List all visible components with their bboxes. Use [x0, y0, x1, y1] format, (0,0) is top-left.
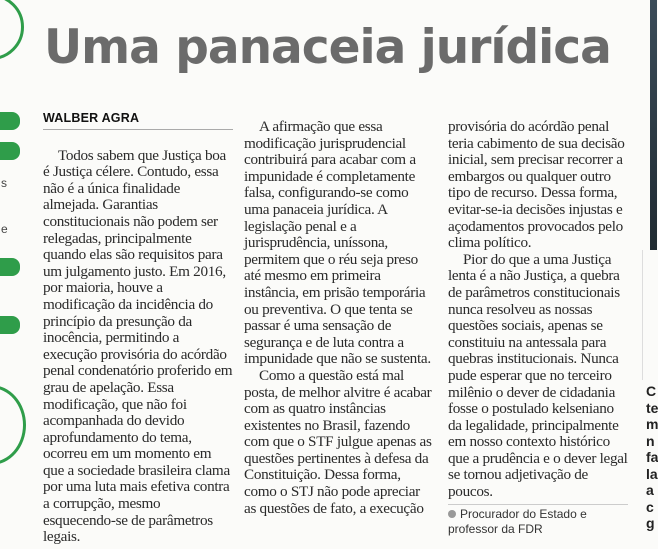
cropped-letter: te: [646, 399, 658, 416]
cropped-letter: fa: [646, 449, 658, 465]
green-ring-decoration: [0, 0, 24, 60]
left-page-edge: [0, 0, 24, 549]
cropped-letter: c: [646, 498, 654, 515]
article-column-1: [43, 110, 233, 546]
green-pill-decoration: [0, 316, 20, 334]
author-note-text: Procurador do Estado e professor da FDR: [448, 507, 587, 536]
cropped-letter: e: [1, 222, 8, 236]
cropped-photo: [650, 0, 657, 250]
cropped-letter: C: [646, 383, 657, 399]
article-column-3: [448, 119, 628, 501]
cropped-letter: m: [646, 416, 658, 432]
paragraph: A afirmação que essa modificação jurisprudencial contribuirá para acabar com a impunidade é completamente falsa, configurando-se como uma panaceia jurídica. A legislação penal e a jurisprudência, uníssona, permitem que o réu seja preso até mesmo em primeira instância, em prisão temporária ou preventiva. O que tenta se passar é uma sensação de segurança e de luta contra a impunidade que não se sustenta.: [244, 118, 431, 368]
article-headline: Uma panaceia jurídica: [44, 20, 611, 75]
cropped-letter: g: [646, 515, 655, 531]
paragraph: provisória do acórdão penal teria cabimento de sua decisão inicial, sem precisar recorrer a embargos ou qualquer outro tipo de recurso. Dessa forma, evitar-se-ia decisões injustas e açodamentos provocados pelo clima político.: [448, 118, 625, 252]
cropped-letter: la: [646, 465, 658, 482]
column-divider: [642, 250, 643, 380]
bullet-icon: [448, 510, 456, 518]
paragraph: Pior do que a uma Justiça lenta é a não Justiça, a quebra de parâmetros constitucionais nunca resolveu as nossas questões sociais, apenas se constituiu na antessala para quebras institucionais. Nunca pude esperar que no terceiro milênio o dever de cidadania fosse o postulado kelseniano da legalidade, principalmente em nosso contexto histórico que a prudência e o dever legal se tornou adjetivação de poucos.: [448, 250, 628, 501]
paragraph: Todos sabem que Justiça boa é Justiça célere. Contudo, essa não é a única finalidade almejada. Garantias constitucionais não podem ser relegadas, principalmente quando elas são requisitos para um julgamento justo. Em 2016, por maioria, houve a modificação da incidência do princípio da presunção da inocência, permitindo a execução provisória do acórdão penal condenatório proferido em grau de apelação. Essa modificação, que não foi acompanhada do devido aprofundamento do tema, ocorreu em um momento em que a sociedade brasileira clama por uma luta mais efetiva contra a corrupção, mesmo esquecendo-se de parâmetros legais.: [43, 146, 233, 546]
green-pill-decoration: [0, 112, 20, 130]
article-column-2: [244, 119, 434, 517]
cropped-letter: n: [646, 432, 655, 449]
author-byline: WALBER AGRA: [43, 110, 233, 130]
green-pill-decoration: [0, 258, 20, 276]
author-note: [448, 504, 628, 537]
cropped-letter: a: [646, 482, 654, 498]
right-page-edge: [646, 383, 657, 549]
cropped-letter: s: [1, 176, 7, 190]
green-ring-decoration: [0, 385, 26, 465]
green-pill-decoration: [0, 142, 20, 160]
paragraph: Como a questão está mal posta, de melhor alvitre é acabar com as quatro instâncias existentes no Brasil, fazendo com que o STF julgue apenas as questões pertinentes à defesa da Constituição. Dessa forma, como o STJ não pode apreciar as questões de fato, a execução: [244, 366, 432, 517]
